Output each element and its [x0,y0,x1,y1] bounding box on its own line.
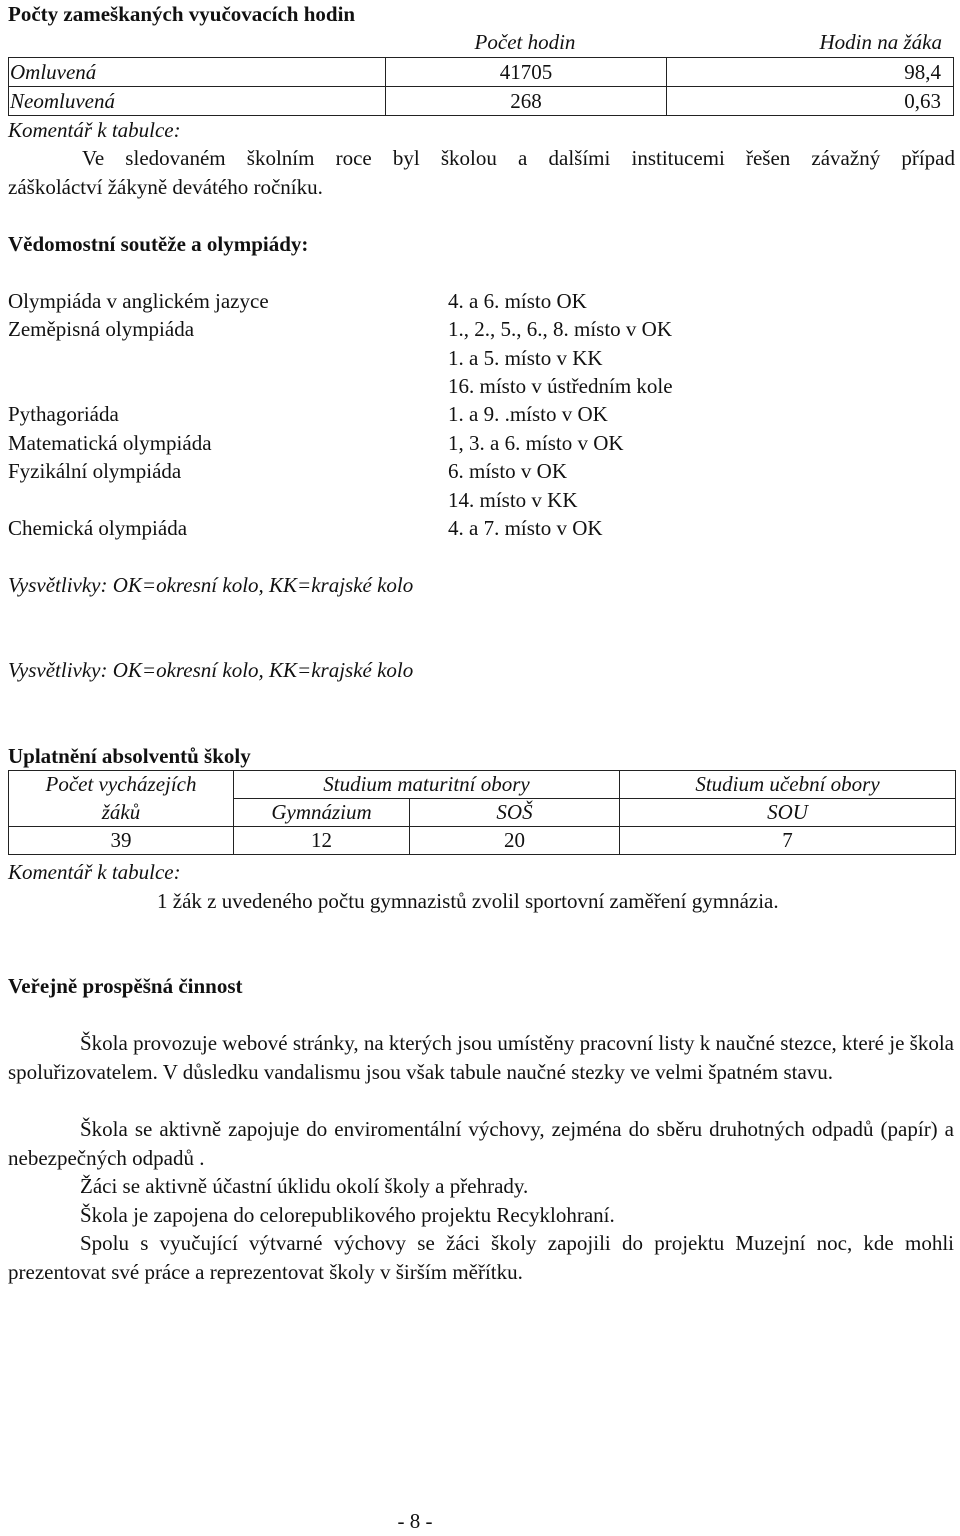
graduates-value-sos: 20 [410,827,620,855]
competitions-title: Vědomostní soutěže a olympiády: [8,232,309,256]
absences-row-label: Neomluvená [10,89,115,113]
competition-row [8,429,954,457]
public-paragraph: Spolu s vyučující výtvarné výchovy se žáci školy zapojili do projektu Muzejní noc, kde mohli prezentovat své práce a reprezentovat školy v širším měřítku. [8,1231,954,1284]
graduates-comment: 1 žák z uvedeného počtu gymnazistů zvolil sportovní zaměření gymnázia. [157,889,779,913]
graduates-head-ucebni: Studium učební obory [620,771,956,799]
competition-result: 6. místo v OK [448,459,568,483]
graduates-subheader-row [9,799,956,827]
competitions-legend: Vysvětlivky: OK=okresní kolo, KK=krajské kolo [8,573,414,597]
absences-header-per-pupil: Hodin na žáka [819,30,942,54]
public-title: Veřejně prospěšná činnost [8,974,243,998]
graduates-header-row [9,771,956,799]
absences-row-hours: 41705 [385,58,667,86]
absences-title: Počty zameškaných vyučovacích hodin [8,2,356,26]
competition-result: 16. místo v ústředním kole [448,374,673,398]
graduates-head-count-2: žáků [9,799,234,827]
public-paragraph: Škola je zapojena do celorepublikového projektu Recyklohraní. [80,1203,615,1227]
competitions-legend-repeat: Vysvětlivky: OK=okresní kolo, KK=krajské kolo [8,658,414,682]
absences-table-header [8,28,954,56]
competition-row [8,287,954,315]
competition-row [8,344,954,372]
graduates-head-count: Počet vycházejích [9,771,234,799]
competition-name: Matematická olympiáda [8,431,212,455]
absences-row-unexcused [8,87,954,116]
competition-result: 1. a 5. místo v KK [448,346,603,370]
absences-comment-line1: Ve sledovaném školním roce byl školou a dalšími institucemi řešen závažný případ [82,146,955,170]
public-paragraph: Škola provozuje webové stránky, na kterých jsou umístěny pracovní listy k naučné stezce, které je škola spoluřizovatelem. V důsledku vandalismu jsou však tabule naučné stezky ve velmi špatném stavu. [8,1031,954,1084]
competition-row [8,372,954,400]
graduates-head-maturitni: Studium maturitní obory [234,771,620,799]
competition-row [8,400,954,428]
competition-result: 1. a 9. .místo v OK [448,402,608,426]
graduates-value-gym: 12 [234,827,410,855]
page-number: - 8 - [397,1509,433,1533]
absences-comment-line2: záškoláctví žákyně devátého ročníku. [8,175,323,199]
competition-result: 14. místo v KK [448,488,578,512]
competition-row [8,315,954,343]
competition-name: Zeměpisná olympiáda [8,317,195,341]
absences-row-hours: 268 [385,87,667,115]
competition-row [8,514,954,542]
graduates-title: Uplatnění absolventů školy [8,744,251,768]
competition-result: 4. a 6. místo OK [448,289,587,313]
graduates-sub-sou: SOU [620,799,956,827]
competition-name: Olympiáda v anglickém jazyce [8,289,269,313]
graduates-sub-gym: Gymnázium [234,799,410,827]
competition-row [8,457,954,485]
public-paragraph: Žáci se aktivně účastní úklidu okolí školy a přehrady. [80,1174,529,1198]
graduates-table [8,770,956,855]
graduates-sub-sos: SOŠ [410,799,620,827]
absences-header-blank [8,28,384,56]
graduates-comment-label: Komentář k tabulce: [8,860,181,884]
competition-name: Pythagoriáda [8,402,119,426]
absences-row-per-pupil: 0,63 [904,89,941,113]
absences-header-hours: Počet hodin [474,30,576,54]
competition-name: Fyzikální olympiáda [8,459,182,483]
absences-row-label: Omluvená [10,60,97,84]
competition-result: 4. a 7. místo v OK [448,516,603,540]
public-paragraph: Škola se aktivně zapojuje do enviromentální výchovy, zejména do sběru druhotných odpadů (papír) a nebezpečných odpadů . [8,1117,954,1170]
competition-row [8,486,954,514]
graduates-values-row [9,827,956,855]
absences-row-per-pupil: 98,4 [904,60,941,84]
graduates-value-sou: 7 [620,827,956,855]
competition-result: 1., 2., 5., 6., 8. místo v OK [448,317,673,341]
absences-comment-label: Komentář k tabulce: [8,118,181,142]
graduates-value-count: 39 [9,827,234,855]
absences-row-excused [8,57,954,87]
competition-name: Chemická olympiáda [8,516,188,540]
competition-result: 1, 3. a 6. místo v OK [448,431,624,455]
